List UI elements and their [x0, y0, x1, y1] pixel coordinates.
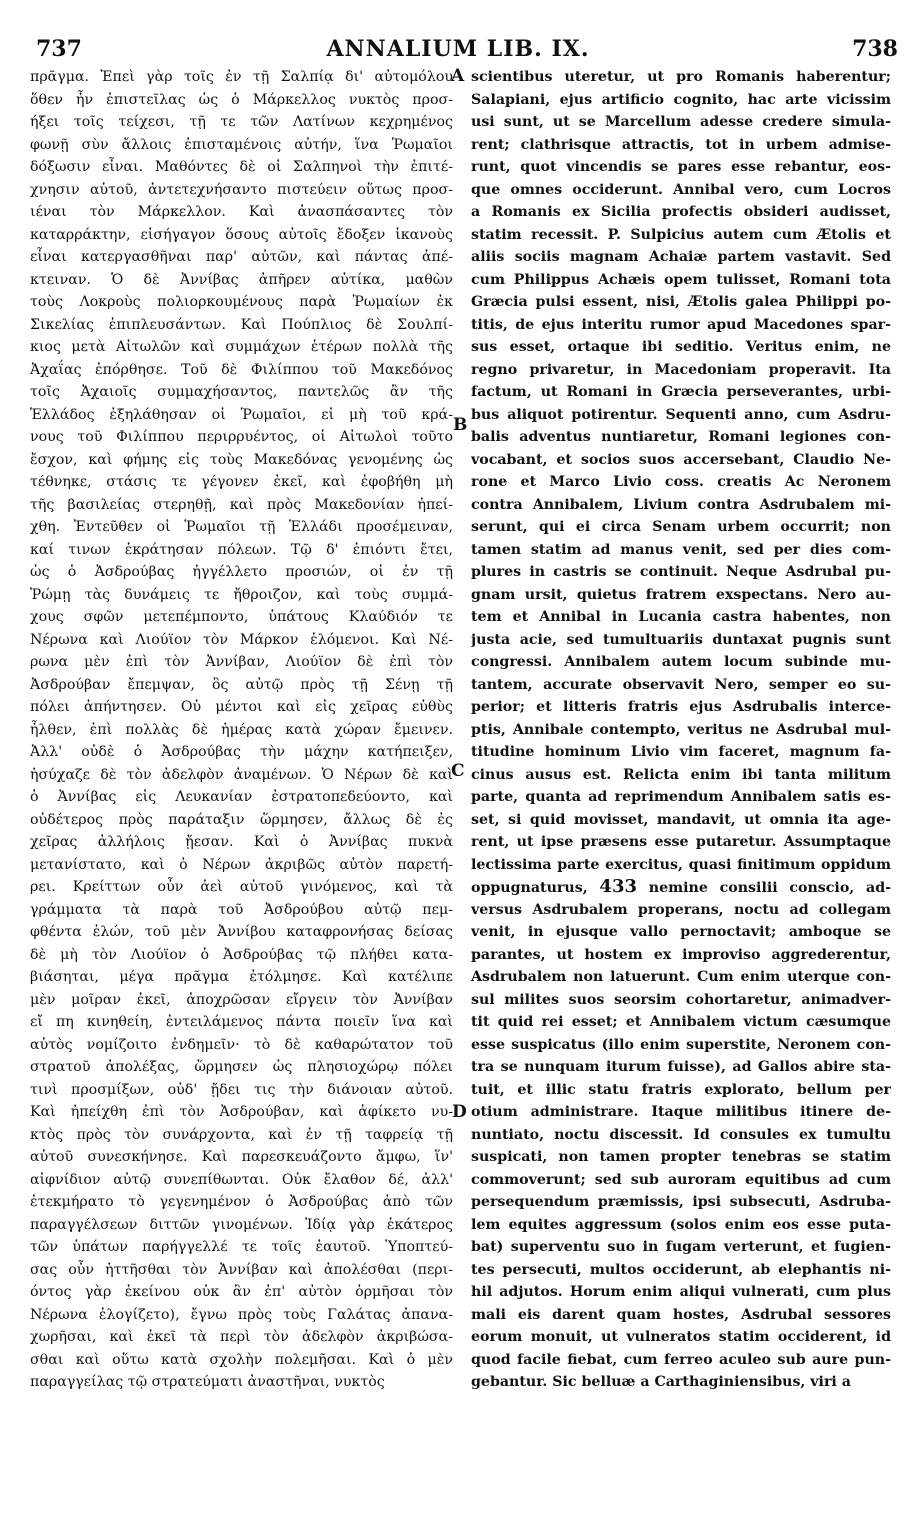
latin-text-line: tem et Annibal in Lucania castra habentes, non — [471, 609, 891, 625]
greek-text-line: μετανίστατο, καὶ ὁ Νέρων ἀκριβῶς αὐτὸν παρετή- — [30, 856, 453, 873]
greek-text-line: τῆς βασιλείας στερηθῇ, καὶ πρὸς Μακεδονίαν ἠπεί- — [30, 496, 453, 513]
greek-text-line: νους τοῦ Φιλίππου περιρρυέντος, οἱ Αἰτωλοὶ τοῦτο — [30, 429, 453, 445]
latin-text-line: esse suspicatus (illo enim superstite, Neronem con- — [471, 1036, 891, 1053]
section-marker-c: C — [451, 761, 465, 781]
greek-text-line: χεῖρας ἀλλήλοις ᾔεσαν. Καὶ ὁ Ἀννίβας πυκνὰ — [30, 834, 453, 850]
latin-text-line: parte, quanta ad reprimendum Annibalem satis es- — [471, 789, 891, 805]
latin-text-line: tes persecuti, multos occiderunt, ab elephantis ni- — [471, 1261, 891, 1278]
latin-text-line: commoverunt; sed sub auroram equitibus ad cum — [471, 1171, 891, 1188]
latin-text-line: otium administrare. Itaque militibus itinere de- — [471, 1104, 891, 1120]
greek-text-line: βιάσηται, μέγα πρᾶγμα ἐτόλμησε. Καὶ κατέλιπε — [30, 969, 453, 985]
greek-text-line: Ἀχαΐας ἐπόρθησε. Τοῦ δὲ Φιλίππου τοῦ Μακεδόνος — [30, 361, 453, 378]
latin-text-line: regno privaretur, in Macedoniam properavit. Ita — [471, 361, 891, 378]
greek-text-line: κιος μετὰ Αἰτωλῶν καὶ συμμάχων ἑτέρων πολλὰ τῆς — [30, 339, 453, 355]
latin-text-line: scientibus uteretur, ut pro Romanis haberentur; — [471, 69, 891, 85]
greek-text-line: αἰφνίδιον αὐτῷ συνεπίθωνται. Οὐκ ἔλαθον δέ, ἀλλ' — [30, 1171, 453, 1188]
greek-text-line: ρωνα μὲν ἐπὶ τὸν Ἀννίβαν, Λιούϊον δὲ ἐπὶ τὸν — [30, 654, 453, 670]
greek-text-line: ήξει τοῖς τείχεσι, τῇ τε τῶν Λατίνων κεχρημένος — [30, 114, 453, 130]
greek-text-line: ἐτεκμήρατο τὸ γεγενημένον ὁ Ἀσδρούβας ἀπὸ τῶν — [30, 1194, 453, 1210]
greek-text-line: αὐτοῦ συνεσκήνησε. Καὶ παρεσκευάζοντο ἄμφω, ἵν' — [30, 1149, 453, 1165]
latin-text-line: serunt, qui ei circa Senam urbem occurrit; non — [471, 519, 891, 535]
latin-text-line: suspicati, non tamen propter tenebras se statim — [471, 1149, 891, 1165]
latin-text-line: gnam ursit, quietus fratrem exspectans. Nero au- — [471, 586, 891, 603]
latin-text-line: quod facile fiebat, cum ferreo aculeo sub aure pun- — [471, 1351, 891, 1368]
latin-text-line: contra Annibalem, Livium contra Asdrubalem mi- — [471, 496, 891, 513]
latin-text-line: sus esset, ortaque ibi seditio. Veritus enim, ne — [471, 339, 891, 355]
greek-text-line: Ῥώμῃ τὰς δυνάμεις τε ἤθροιζον, καὶ τοὺς συμμά- — [30, 586, 453, 603]
latin-text-line: tra se nunquam iturum fuisse), ad Gallos abire sta- — [471, 1059, 891, 1075]
greek-text-line: όντος γὰρ ἐκείνου οὐκ ἂν ἐπ' αὐτὸν ὁρμῆσαι τὸν — [30, 1284, 453, 1300]
latin-text-line: hil adjutos. Horum enim aliqui vulnerati, cum plus — [471, 1284, 891, 1300]
greek-text-line: τινὶ προσμίξων, οὐδ' ᾔδει τις τὴν διάνοιαν αὐτοῦ. — [30, 1081, 453, 1098]
greek-text-line: χνησιν αὐτοῦ, ἀντετεχνήσαντο πιστεύειν οὕτως προσ- — [30, 181, 453, 198]
page-header — [18, 36, 898, 66]
greek-text-line: τῶν ὑπάτων παρήγγελλέ τε τοῖς ἑαυτοῦ. Ὑποπτεύ- — [30, 1239, 453, 1255]
latin-text-line: rone et Marco Livio coss. creatis Ac Neronem — [471, 474, 891, 490]
greek-text-line: αὐτὸς νομίζοιτο ἐνδημεῖν· τὸ δὲ καθαρώτατον τοῦ — [30, 1036, 453, 1053]
greek-text-line: χους σφῶν μετεπέμποντο, ὑπάτους Κλαύδιόν τε — [30, 609, 453, 625]
latin-text-line: statim recessit. P. Sulpicius autem cum Ætolis et — [471, 226, 891, 243]
greek-text-line: εἶναι κατεργασθῆναι παρ' αὐτῶν, καὶ πάντας ἀπέ- — [30, 249, 453, 265]
section-marker-b: B — [453, 415, 468, 435]
page-number-left: 737 — [36, 36, 82, 62]
inline-page-ref: 433 — [599, 876, 637, 897]
running-title: ANNALIUM LIB. IX. — [326, 36, 590, 62]
greek-text-line: παραγγέλσεων διττῶν γινομένων. Ἰδίᾳ γὰρ ἑκάτερος — [30, 1216, 453, 1233]
latin-text-line: factum, ut Romani in Græcia perseverantes, urbi- — [471, 384, 891, 400]
latin-text-line: que omnes occiderunt. Annibal vero, cum Locros — [471, 181, 891, 198]
section-marker-a: A — [451, 66, 465, 86]
greek-text-line: κτειναν. Ὁ δὲ Ἀννίβας ἀπῆρεν αὐτίκα, μαθὼν — [30, 271, 453, 288]
latin-text-line: plures in castris se continuit. Neque Asdrubal pu- — [471, 564, 891, 580]
latin-text-line: oppugnaturus, 433 nemine consilii conscio, ad- — [471, 876, 891, 897]
latin-text-line: lectissima parte exercitus, quasi finitimum oppidum — [471, 856, 891, 873]
latin-text-line: tantem, accurate observavit Nero, semper eo su- — [471, 676, 891, 693]
greek-text-line: μὲν μοῖραν ἐκεῖ, ἀποχρῶσαν εἴργειν τὸν Ἀννίβαν — [30, 991, 453, 1008]
latin-text-line: cinus ausus est. Relicta enim ibi tanta militum — [471, 766, 891, 783]
latin-text-line: ptis, Annibale contempto, veritus ne Asdrubal mul- — [471, 721, 891, 738]
latin-text-line: usi sunt, ut se Marcellum adesse credere simula- — [471, 114, 891, 130]
page-number-right: 738 — [852, 36, 898, 62]
greek-text-line: ὡς ὁ Ἀσδρούβας ἠγγέλλετο προσιών, οἱ ἐν τῇ — [30, 564, 453, 580]
latin-text-line: parantes, ut hostem ex improviso aggrederentur, — [471, 946, 891, 963]
latin-text-line: titis, de ejus interitu rumor apud Macedones spar- — [471, 316, 891, 333]
latin-text-line: eorum monuit, ut vulneratos statim occiderent, id — [471, 1329, 891, 1345]
latin-text-line: lem equites aggressum (solos enim eos esse puta- — [471, 1216, 891, 1233]
latin-text-line: rent, ut ipse præsens esse putaretur. Assumptaque — [471, 834, 891, 850]
greek-text-line: Καὶ ἠπείχθη ἐπὶ τὸν Ἀσδρούβαν, καὶ ἀφίκετο νυ- — [30, 1104, 453, 1120]
greek-text-line: ὅθεν ἦν ἐπιστεῖλας ὡς ὁ Μάρκελλος νυκτὸς προσ- — [30, 91, 453, 108]
greek-text-line: τοῖς Ἀχαιοῖς συμμαχήσαντος, παντελῶς ἂν τῆς — [30, 384, 453, 400]
latin-text-line: runt, quot vincendis se pares esse rebantur, eos- — [471, 159, 891, 175]
greek-text-line: Ἀσδρούβαν ἔπεμψαν, ὃς αὐτῷ πρὸς τῇ Σένῃ τῇ — [30, 676, 453, 693]
greek-text-line: φωνῇ σὺν ἄλλοις ἐπισταμένοις αὐτήν, ἵνα Ῥωμαῖοι — [30, 136, 453, 153]
greek-text-line: φθέντα ἑλών, τοῦ μὲν Ἀννίβου καταφρονήσας δείσας — [30, 924, 453, 940]
greek-text-line: οὐδέτερος πρὸς παράταξιν ὥρμησεν, ἄλλως δὲ ἐς — [30, 811, 453, 828]
greek-text-line: Σικελίας ἐπιπλευσάντων. Καὶ Πούπλιος δὲ Σουλπί- — [30, 316, 453, 333]
greek-text-line: τοὺς Λοκροὺς πολιορκουμένους παρὰ Ῥωμαίων ἐκ — [30, 294, 453, 310]
section-marker-d: D — [452, 1102, 467, 1122]
latin-text-line: justa acie, sed tumultuariis duntaxat pugnis sunt — [471, 631, 891, 648]
greek-text-line: πρᾶγμα. Ἐπεὶ γὰρ τοῖς ἐν τῇ Σαλπίᾳ δι' αὐτομόλου — [30, 69, 453, 85]
latin-column — [471, 66, 891, 1394]
greek-text-line: εἴ πη κινηθείη, ἐντειλάμενος πάντα ποιεῖν ἵνα καὶ — [30, 1014, 453, 1030]
latin-text-line: persequendum præmissis, ipsi subsecuti, Asdruba- — [471, 1194, 891, 1210]
latin-text-line: mali eis darent quam hostes, Asdrubal sessores — [471, 1306, 891, 1323]
greek-text-line: ὁ Ἀννίβας εἰς Λευκανίαν ἐστρατοπεδεύοντο, καὶ — [30, 789, 453, 805]
greek-text-line: Ἀλλ' οὐδὲ ὁ Ἀσδρούβας τὴν μάχην κατήπειξεν, — [30, 744, 453, 760]
greek-text-line: πόλει ἀπήντησεν. Οὐ μέντοι καὶ εἰς χεῖρας εὐθὺς — [30, 699, 453, 715]
greek-text-line: δὲ μὴ τὸν Λιούϊον ὁ Ἀσδρούβας τῷ πλήθει κατα- — [30, 946, 453, 963]
latin-text-line: titudine hominum Livio vim faceret, magnum fa- — [471, 744, 891, 760]
greek-text-line: καταρράκτην, εἰσήγαγον ὅσους αὐτοῖς ἔδοξεν ἱκανοὺς — [30, 226, 453, 243]
greek-text-line: χθη. Ἐντεῦθεν οἱ Ῥωμαῖοι τῇ Ἑλλάδι προσέμειναν, — [30, 519, 453, 535]
greek-text-line: γράμματα τὰ παρὰ τοῦ Ἀσδρούβου αὐτῷ πεμ- — [30, 901, 453, 918]
latin-text-line: Salapiani, ejus artificio cognito, hac arte vicissim — [471, 91, 891, 108]
greek-text-line: Νέρωνα ἐλογίζετο), ἔγνω πρὸς τοὺς Γαλάτας ἀπανα- — [30, 1306, 453, 1323]
greek-text-line: δόξωσιν εἶναι. Μαθόντες δὲ οἱ Σαλπηνοὶ τὴν ἐπιτέ- — [30, 159, 453, 175]
greek-text-line: χωρῆσαι, καὶ ἐκεῖ τὰ περὶ τὸν ἀδελφὸν ἀκριβώσα- — [30, 1329, 453, 1345]
latin-text-line: rent; clathrisque attractis, tot in urbem admise- — [471, 136, 891, 153]
latin-text-line: bus aliquot potirentur. Sequenti anno, cum Asdru- — [471, 406, 891, 423]
latin-text-line: tit quid rei esset; et Annibalem victum cæsumque — [471, 1014, 891, 1030]
latin-text-line: congressi. Annibalem autem locum subinde mu- — [471, 654, 891, 670]
greek-text-line: σθαι καὶ οὕτω κατὰ σχολὴν πολεμῆσαι. Καὶ ὁ μὲν — [30, 1351, 453, 1368]
greek-text-line: σας οὖν ἡττῆσθαι τὸν Ἀννίβαν καὶ ἀπολέσθαι (περι- — [30, 1261, 453, 1278]
latin-text-line: a Romanis ex Sicilia profectis obsideri audisset, — [471, 204, 891, 220]
greek-text-line: Ἑλλάδος ἐξηλάθησαν οἱ Ῥωμαῖοι, εἰ μὴ τοῦ κρά- — [30, 406, 453, 423]
greek-text-line: ἔσχον, καὶ φήμης εἰς τοὺς Μακεδόνας γενομένης ὡς — [30, 451, 453, 468]
latin-text-line: Asdrubalem non latuerunt. Cum enim uterque con- — [471, 969, 891, 985]
greek-text-line: καί τινων ἐκράτησαν πόλεων. Τῷ δ' ἐπιόντι ἔτει, — [30, 541, 453, 558]
latin-text-line: gebantur. Sic belluæ a Carthaginiensibus, viri a — [471, 1374, 851, 1390]
latin-text-line: cum Philippus Achæis opem tulisset, Romani tota — [471, 271, 891, 288]
greek-text-line: ἦλθεν, ἐπὶ πολλὰς δὲ ἡμέρας κατὰ χώραν ἔμεινεν. — [30, 721, 453, 738]
latin-text-line: tamen statim ad manus venit, sed per dies com- — [471, 541, 891, 558]
latin-text-line: sul milites suos seorsim cohortaretur, animadver- — [471, 991, 891, 1008]
latin-text-line: tuit, et illic statu fratris explorato, bellum per — [471, 1081, 891, 1098]
greek-text-line: παραγγείλας τῷ στρατεύματι ἀναστῆναι, νυκτὸς — [30, 1374, 385, 1390]
greek-text-line: ἡσύχαζε δὲ τὸν ἀδελφὸν ἀναμένων. Ὁ Νέρων δὲ καὶ — [30, 766, 453, 783]
greek-text-line: Νέρωνα καὶ Λιούϊον τὸν Μάρκον ἑλόμενοι. Καὶ Νέ- — [30, 631, 453, 648]
latin-text-line: aliis sociis magnam Achaiæ partem vastavit. Sed — [471, 249, 891, 265]
greek-text-line: ιέναι τὸν Μάρκελλον. Καὶ ἀνασπάσαντες τὸν — [30, 204, 453, 220]
latin-text-line: perior; et litteris fratris ejus Asdrubalis interce- — [471, 699, 891, 715]
latin-text-line: nuntiato, noctu discessit. Id consules ex tumultu — [471, 1126, 891, 1143]
greek-column — [30, 66, 453, 1394]
latin-text-line: versus Asdrubalem properans, noctu ad collegam — [471, 901, 891, 918]
greek-text-line: ρει. Κρείττων οὖν ἀεὶ αὐτοῦ γινόμενος, καὶ τὰ — [30, 879, 453, 895]
latin-text-line: set, si quid movisset, mandavit, ut omnia ita age- — [471, 811, 891, 828]
latin-text-line: Græcia pulsi essent, nisi, Ætolis galea Philippi po- — [471, 294, 891, 310]
greek-text-line: τέθνηκε, στάσις τε γέγονεν ἐκεῖ, καὶ ἐφοβήθη μὴ — [30, 474, 453, 490]
latin-text-line: venit, in ejusque vallo pernoctavit; amboque se — [471, 924, 891, 940]
latin-text-line: vocabant, et socios suos accersebant, Claudio Ne- — [471, 451, 891, 468]
latin-text-line: balis adventus nuntiaretur, Romani legiones con- — [471, 429, 891, 445]
latin-text-line: bat) superventu suo in fugam verterunt, et fugien- — [471, 1239, 891, 1255]
greek-text-line: κτὸς πρὸς τὸν συνάρχοντα, καὶ ἐν τῇ ταφρείᾳ τῇ — [30, 1126, 453, 1143]
greek-text-line: στρατοῦ ἀπολέξας, ὥρμησεν ὡς πλησιοχώρῳ πόλει — [30, 1059, 453, 1075]
